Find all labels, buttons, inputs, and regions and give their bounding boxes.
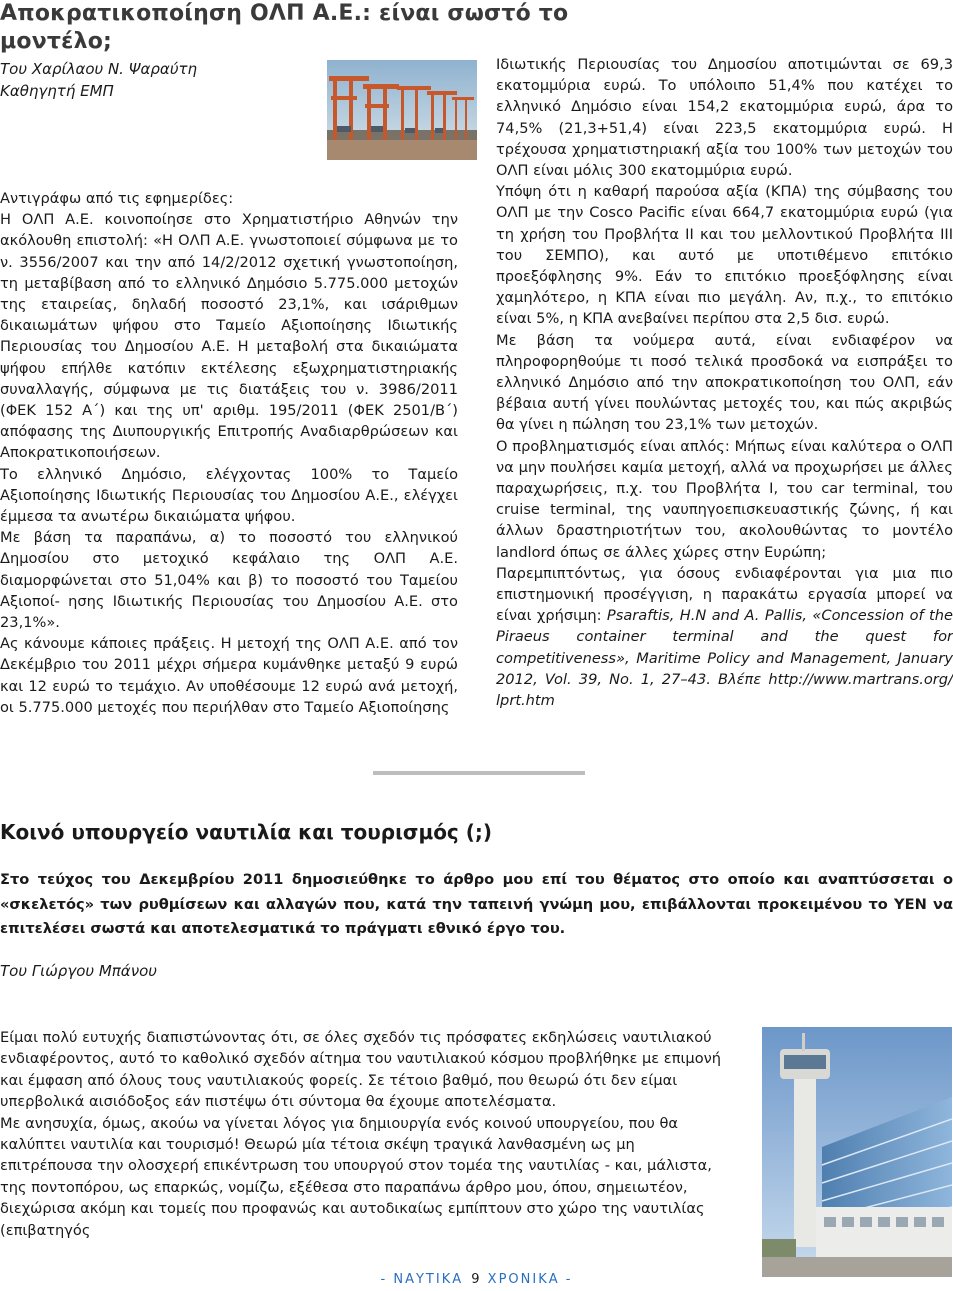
paragraph: Υπόψη ότι η καθαρή παρούσα αξία (ΚΠΑ) της σύμβασης του ΟΛΠ με την Cosco Pacific είναι 664,7 εκατομμύρια ευρώ (για τη χρήση του Προβλήτα ΙΙ και του μελλοντικού Προβλήτα ΙΙΙ του ΣΕΜΠΟ), και αυτό με υποτιθέμενο επιτόκιο προεξόφλησης 9%. Εάν το επιτόκιο προεξόφλησης είναι χαμηλότερο, η ΚΠΑ είναι πιο μεγάλη. Αν, π.χ., το επιτόκιο είναι 5%, η ΚΠΑ ανεβαίνει περίπου στα 2,5 δισ. ευρώ. bbox=[496, 183, 953, 328]
byline-prefix: Του bbox=[0, 962, 28, 980]
paragraph-text: Παρεμπιπτόντως, για όσους ενδιαφέρονται για μια πιο επιστημονική προσέγγιση, η παρακάτω εργασία μπορεί να είναι χρήσιμη: bbox=[496, 564, 953, 625]
paragraph bbox=[496, 563, 953, 711]
author-role: Καθηγητή ΕΜΠ bbox=[0, 82, 114, 100]
paragraph: Ο προβληματισμός είναι απλός: Μήπως είναι καλύτερα ο ΟΛΠ να μην πουλήσει καμία μετοχή, αλλά να προχωρήσει με άλλες παραχωρήσεις, π.χ. του Προβλήτα Ι, του car terminal, του cruise terminal, της ναυπηγοεπισκευαστικής ζώνης, ή και άλλων δραστηριοτήτων του, ακολουθώντας το μοντέλο landlord όπως σε άλλες χώρες στην Ευρώπη; bbox=[496, 437, 953, 561]
author-name: Χαρίλαου Ν. Ψαραύτη bbox=[31, 60, 198, 78]
article2-byline bbox=[0, 962, 157, 980]
port-cranes-photo bbox=[327, 60, 477, 160]
article2-body bbox=[0, 1027, 728, 1241]
ministry-building-photo bbox=[762, 1027, 952, 1277]
article1-title: Αποκρατικοποίηση ΟΛΠ Α.Ε.: είναι σωστό το μοντέλο; bbox=[0, 1, 569, 54]
page-number: 9 bbox=[471, 1272, 480, 1287]
footer-right: ΧΡΟΝΙΚΑ - bbox=[487, 1272, 573, 1287]
footer-left: - ΝΑΥΤΙΚΑ bbox=[380, 1272, 464, 1287]
paragraph: Ας κάνουμε κάποιες πράξεις. Η μετοχή της ΟΛΠ Α.Ε. από τον Δεκέμβριο του 2011 μέχρι σήμερα κυμάνθηκε μεταξύ 9 ευρώ και 12 ευρώ το τεμάχιο. Αν υποθέσουμε 12 ευρώ ανά μετοχή, οι 5.775.000 μετοχές που περιήλθαν στο Ταμείο Αξιοποίησης bbox=[0, 635, 458, 716]
article2-title: Κοινό υπουργείο ναυτιλία και τουρισμός (;) bbox=[0, 820, 493, 844]
paragraph: Αντιγράφω από τις εφημερίδες: bbox=[0, 190, 234, 207]
paragraph: Με ανησυχία, όμως, ακούω να γίνεται λόγος για δημιουργία ενός κοινού υπουργείου, που θα καλύπτει ναυτιλία και τουρισμό! Θεωρώ μία τέτοια σκέψη τραγικά λανθασμένη ως μη επιτρέπουσα την ολοσχερή επικέντρωση του υπουργού στον τομέα της ναυτιλίας - και, μάλιστα, της ποντοπόρου, ως επαρκώς, νομίζω, εξέθεσα στο παραπάνω άρθρο μου, όπου, σημειωτέον, διεχώρισα ακόμη και τομείς που προφανώς και αυτοδικαίως εμπίπτουν στο χώρο της ναυτιλίας (επιβατηγός bbox=[0, 1114, 712, 1239]
paragraph: Ιδιωτικής Περιουσίας του Δημοσίου αποτιμώνται σε 69,3 εκατομμύρια ευρώ. Το υπόλοιπο 51,4% που κατέχει το ελληνικό Δημόσιο είναι 154,2 εκατομμύρια ευρώ, άρα το 74,5% (21,3+51,4) είναι 223,5 εκατομμύρια ευρώ. Η τρέχουσα χρηματιστηριακή αξία του 100% των μετοχών του ΟΛΠ είναι μόλις 300 εκατομμύρια ευρώ. bbox=[496, 56, 953, 180]
article1-byline bbox=[0, 58, 197, 80]
paragraph: Με βάση τα παραπάνω, α) το ποσοστό του ελληνικού Δημοσίου στο μετοχικό κεφάλαιο της ΟΛΠ Α.Ε. διαμορφώνεται στο 51,04% και β) το ποσοστό του Ταμείου Αξιοποί- ησης Ιδιωτικής Περιουσίας του Δημοσίου Α.Ε. στο 23,1%». bbox=[0, 529, 458, 632]
author-name: Γιώργου Μπάνου bbox=[31, 962, 157, 980]
page-footer bbox=[0, 1272, 953, 1287]
article2-lead: Στο τεύχος του Δεκεμβρίου 2011 δημοσιεύθηκε το άρθρο μου επί του θέματος στο οποίο και αναπτύσσεται ο «σκελετός» των ρυθμίσεων και αλλαγών που, κατά την ταπεινή γνώμη μου, επιβάλλονται προκειμένου το ΥΕΝ να επιτελέσει σωστά και αποτελεσματικά το πράγματι εθνικό έργο του. bbox=[0, 871, 953, 937]
article1-left-column bbox=[0, 188, 458, 718]
paragraph: Είμαι πολύ ευτυχής διαπιστώνοντας ότι, σε όλες σχεδόν τις πρόσφατες εκδηλώσεις ναυτιλιακού ενδιαφέροντος, αυτό το καθολικό σχεδόν αίτημα του ναυτιλιακού κόσμου προβλήθηκε με επιμονή και έμφαση από όλους τους ναυτιλιακούς φορείς. Σε τέτοιο βαθμό, που θεωρώ ότι δεν είμαι υπερβολικά αισιόδοξος εάν πιστέψω ότι σύντομα θα έχουμε αποτελέσματα. bbox=[0, 1029, 722, 1111]
byline-prefix: Του bbox=[0, 60, 28, 78]
citation: Psaraftis, H.N and A. Pallis, «Concession of the Piraeus container terminal and the quest for competitiveness», Maritime Policy and Management, January 2012, Vol. 39, No. 1, 27–43. Βλέπε http://www.martrans.org/ lprt.htm bbox=[496, 607, 953, 710]
paragraph: Το ελληνικό Δημόσιο, ελέγχοντας 100% το Ταμείο Αξιοποίησης Ιδιωτικής Περιουσίας του Δημοσίου Α.Ε., ελέγχει έμμεσα τα ανωτέρω δικαιώματα ψήφου. bbox=[0, 465, 458, 526]
article1-right-column bbox=[496, 54, 953, 711]
section-divider bbox=[373, 771, 585, 775]
paragraph: Με βάση τα νούμερα αυτά, είναι ενδιαφέρον να πληροφορηθούμε τι ποσό τελικά προσδοκά να εισπράξει το ελληνικό Δημόσιο από την αποκρατικοποίηση του ΟΛΠ, εάν βέβαια αυτή γίνει πουλώντας μετοχές του, και πώς ακριβώς θα γίνει η πώληση του 23,1% των μετοχών. bbox=[496, 331, 953, 434]
paragraph: Η ΟΛΠ Α.Ε. κοινοποίησε στο Χρηματιστήριο Αθηνών την ακόλουθη επιστολή: «Η ΟΛΠ Α.Ε. γνωστοποιεί σύμφωνα με το ν. 3556/2007 και την από 14/2/2012 σχετική γνωστοποίηση, τη μεταβίβαση από το ελληνικό Δημόσιο 5.775.000 μετοχών της εταιρείας, δηλαδή ποσοστό 23,1%, και ισάριθμων δικαιωμάτων ψήφου στο Ταμείο Αξιοποίησης Ιδιωτικής Περιουσίας του Δημοσίου Α.Ε. Η μεταβολή στα δικαιώματα ψήφου επήλθε κατόπιν εκτέλεσης εξωχρηματιστηριακής συναλλαγής, σύμφωνα με τις διατάξεις του ν. 3986/2011 (ΦΕΚ 152 Α΄) και της υπ' αριθμ. 195/2011 (ΦΕΚ 2501/Β΄) απόφασης της Διυπουργικής Επιτροπής Αναδιαρθρώσεων και Αποκρατικοποιήσεων. bbox=[0, 211, 458, 462]
